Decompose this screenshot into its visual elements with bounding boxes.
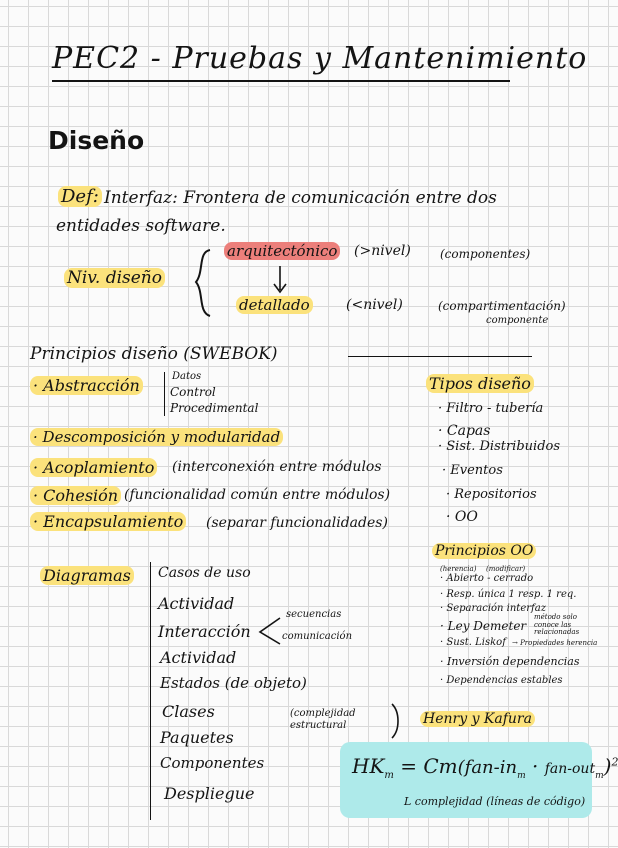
oo-modificar: (modificar) bbox=[486, 565, 526, 573]
definition-line1: Interfaz: Frontera de comunicación entre dos bbox=[104, 188, 497, 208]
oo-item: · Inversión dependencias bbox=[440, 655, 580, 668]
descomposicion-label: · Descomposición y modularidad bbox=[30, 430, 283, 445]
formula: $HK_m = Cm(fan-in_m \cdot fan-out_m)^2$ bbox=[352, 754, 618, 781]
niveles-det-extra: (compartimentación) bbox=[438, 299, 566, 313]
diagrama-item: Despliegue bbox=[164, 784, 255, 803]
complejidad-note: (complejidad estructural bbox=[290, 708, 356, 731]
abs-item-datos: Datos bbox=[172, 371, 202, 382]
cohesion-label: · Cohesión bbox=[30, 488, 121, 504]
interaccion-secuencias: secuencias bbox=[286, 609, 342, 620]
page-title: PEC2 - Pruebas y Mantenimiento bbox=[52, 41, 588, 76]
oo-item: · Separación interfaz bbox=[440, 603, 546, 614]
diagrama-item: Interacción bbox=[158, 622, 251, 641]
tipos-item: · Repositorios bbox=[446, 487, 537, 502]
niveles-det-note: (<nivel) bbox=[346, 297, 403, 313]
oo-item: · Sust. Liskof bbox=[440, 637, 506, 648]
principios-heading: Principios diseño (SWEBOK) bbox=[30, 344, 278, 364]
oo-herencia: (herencia) bbox=[440, 565, 477, 573]
acoplamiento-label: · Acoplamiento bbox=[30, 460, 157, 476]
encapsulamiento-note: (separar funcionalidades) bbox=[206, 515, 388, 531]
acoplamiento-note: (interconexión entre módulos bbox=[172, 459, 382, 475]
tipos-item: · OO bbox=[446, 509, 478, 525]
niveles-arq-note: (>nivel) bbox=[354, 243, 411, 259]
niveles-label: Niv. diseño bbox=[64, 270, 165, 287]
oo-demeter-note: método solo conoce las relacionadas bbox=[534, 613, 580, 637]
tipos-heading: Tipos diseño bbox=[426, 376, 534, 392]
niveles-det-extra2: componente bbox=[486, 315, 549, 326]
formula-note: L complejidad (líneas de código) bbox=[404, 795, 586, 808]
niveles-arq-extra: (componentes) bbox=[440, 247, 531, 261]
oo-item: · Abierto - cerrado bbox=[440, 573, 534, 584]
abstraccion-label: · Abstracción bbox=[30, 378, 143, 394]
henry-kafura-label: Henry y Kafura bbox=[420, 712, 535, 726]
tipos-item: · Eventos bbox=[442, 463, 503, 478]
oo-item: · Ley Demeter bbox=[440, 619, 527, 633]
section-heading: Diseño bbox=[48, 126, 145, 155]
niveles-det: detallado bbox=[236, 298, 313, 313]
diagrama-item: Actividad bbox=[158, 594, 235, 613]
niveles-arq: arquitectónico bbox=[224, 244, 340, 259]
oo-liskof-note: → Propiedades herencia bbox=[512, 639, 598, 647]
diagrama-item: Actividad bbox=[160, 648, 237, 667]
cohesion-note: (funcionalidad común entre módulos) bbox=[124, 487, 391, 503]
oo-item: · Resp. única 1 resp. 1 req. bbox=[440, 589, 577, 600]
diagrama-item: Componentes bbox=[160, 754, 265, 772]
abs-item-control: Control bbox=[170, 385, 216, 399]
diagrama-item: Paquetes bbox=[160, 728, 234, 747]
diagramas-label: Diagramas bbox=[40, 568, 134, 584]
tipos-item: · Sist. Distribuidos bbox=[438, 439, 561, 454]
principios-oo-heading: Principios OO bbox=[432, 544, 536, 558]
oo-item: · Dependencias estables bbox=[440, 675, 563, 686]
definition-label: Def: bbox=[58, 188, 102, 206]
tipos-item: · Filtro - tubería bbox=[438, 401, 544, 416]
abs-item-procedimental: Procedimental bbox=[170, 401, 259, 415]
diagrama-item: Estados (de objeto) bbox=[160, 674, 307, 692]
definition-line2: entidades software. bbox=[56, 216, 226, 236]
diagrama-item: Casos de uso bbox=[158, 565, 251, 581]
diagrama-item: Clases bbox=[162, 702, 215, 721]
encapsulamiento-label: · Encapsulamiento bbox=[30, 514, 186, 530]
tipos-item: · Capas bbox=[438, 423, 491, 439]
interaccion-comunicacion: comunicación bbox=[282, 631, 353, 642]
